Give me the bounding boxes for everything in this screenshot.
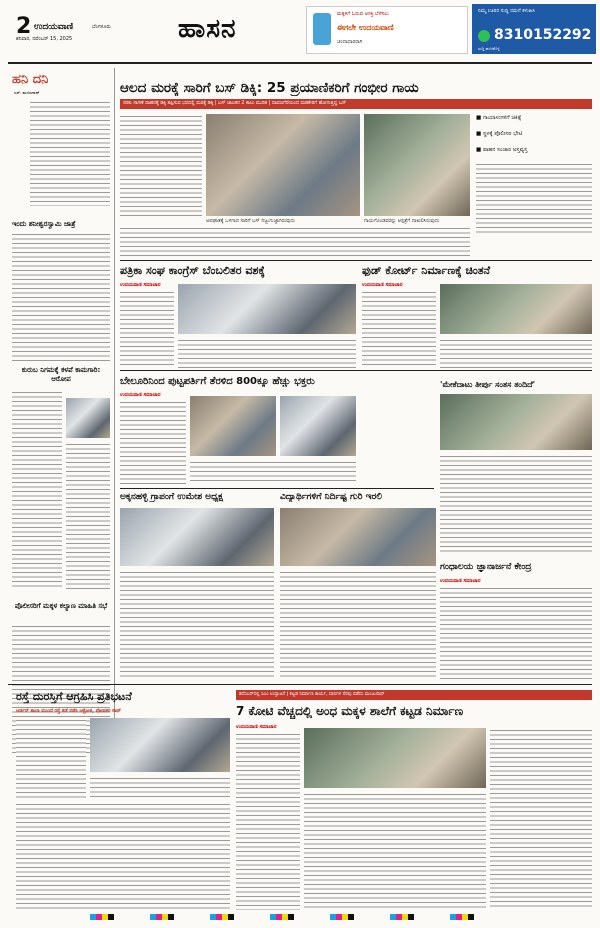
story9-text-3 [490, 728, 592, 910]
story6-photo [280, 508, 436, 566]
phone-icon [313, 13, 331, 45]
lead-text-col1 [120, 114, 202, 216]
story1-headline: ಪತ್ರಿಕಾ ಸಂಘ ಕಾಂಗ್ರೆಸ್ ಬೆಂಬಲಿತರ ವಶಕ್ಕೆ [120, 264, 265, 277]
story5-headline: ಅಕ್ಕನಹಳ್ಳಿ ಗ್ರಾಪಂಗೆ ಉಮೇಶ ಅಧ್ಯಕ್ಷ [120, 492, 224, 502]
story1-text-1 [120, 290, 174, 368]
story2-photo [440, 284, 592, 334]
highlight-item [476, 114, 592, 122]
sidebar-story3-title: ಪೊಲೀಸರಿಗೆ ಮಕ್ಕಳ ಕಲ್ಯಾಣ ಮಾಹಿತಿ ಸಭೆ [14, 602, 108, 610]
story3-dept: ಉದಯವಾಣಿ ಸಮಾಚಾರ [120, 392, 161, 398]
lead-caption-2: ಗಾಯಗೊಂಡವರನ್ನು ಆಸ್ಪತ್ರೆಗೆ ದಾಖಲಿಸಿರುವುದು [364, 218, 440, 224]
story7-text [440, 586, 592, 680]
story8-headline: ರಸ್ತೆ ದುರಸ್ತಿಗೆ ಆಗ್ರಹಿಸಿ ಪ್ರತಿಭಟನೆ [16, 690, 132, 703]
story4-photo [440, 394, 592, 450]
story3-photo-group [280, 396, 356, 456]
bullet-icon: ■ [476, 115, 483, 121]
story2-dept: ಉದಯವಾಣಿ ಸಮಾಚಾರ [362, 282, 403, 288]
story1-text-2 [178, 338, 356, 368]
story9-dept: ಉದಯವಾಣಿ ಸಮಾಚಾರ [236, 724, 277, 730]
story7-dept: ಉದಯವಾಣಿ ಸಮಾಚಾರ [440, 578, 481, 584]
ad2-sub: ಸುದ್ದಿ ಹಂಚಿಕೊಳ್ಳಿ [478, 46, 500, 51]
sidebar-story2-photo [66, 398, 110, 438]
story6-headline: ವಿದ್ಯಾರ್ಥಿಗಳಿಗೆ ನಿರ್ದಿಷ್ಟ ಗುರಿ ಇರಲಿ [280, 492, 382, 502]
story7-headline: ಗಂಧಾಲಯ ಜ್ಞಾನಾರ್ಜನೆ ಕೇಂದ್ರ [440, 562, 532, 572]
section-title: ಹಾಸನ [178, 14, 237, 44]
highlight-text: ವಾಹನ ಸಂಚಾರ ಅಸ್ತವ್ಯಸ್ತ [482, 147, 528, 153]
lead-photo-bus [206, 114, 360, 216]
row3-rule [8, 684, 592, 685]
story3-headline: ಬೇಲೂರಿನಿಂದ ಪುಟ್ಟಪರ್ತಿಗೆ ತೆರಳಿದ 800ಕ್ಕೂ ಹೆಚ್ಚು ಭಕ್ತರು [120, 376, 315, 387]
story3-text [120, 400, 186, 484]
highlight-item [476, 146, 592, 154]
row1-rule [120, 370, 592, 371]
bullet-icon: ■ [476, 147, 483, 153]
masthead-rule [8, 62, 592, 64]
lead-photo-hospital [364, 114, 470, 216]
sidebar-story1-title: ಇಂದು ಶನೀಶ್ವರಸ್ವಾಮಿ ಜಾತ್ರೆ [12, 220, 76, 228]
news-tip-ad [472, 4, 596, 54]
subscription-ad [306, 6, 468, 54]
masthead [0, 0, 600, 62]
whatsapp-icon [478, 30, 490, 42]
story9-kicker-text: ಡಿಸೆಂಬರ್‌ನಲ್ಲಿ ಸಿಎಂ ಉದ್ಘಾಟನೆ | ಕಟ್ಟಡ ನಿರ್ಮಾಣ ಕಾರ್ಯ, ದಾನಿಗಳ ನೆರವು ಪಡೆದು ಮಂಜುನಾಥ್ [239, 692, 385, 697]
story5-photo [120, 508, 274, 566]
story8-text-1 [16, 718, 86, 798]
lead-subhead-text: ಸರಕು ಸಾಗಣೆ ವಾಹನಕ್ಕೆ ಡಿಕ್ಕಿ ತಪ್ಪಿಸುವ ಭರದಲ್ಲಿ ಮರಕ್ಕೆ ಡಿಕ್ಕಿ | ಬಸ್ ಚಾಲಕನ 2 ಕಾಲು ಮುರಿತ | ದಾವಣಗೆರೆಯಿಂದ ಮಡಿಕೇರಿಗೆ ಹೋಗುತ್ತಿದ್ದ ಬಸ್ [123, 101, 347, 106]
row2-rule [120, 488, 434, 489]
ad1-line-2: ಈಗಲೇ ಉದಯವಾಣಿ [337, 23, 394, 32]
sidebar-story2-text [12, 390, 62, 590]
story8-text-2 [90, 776, 230, 798]
sidebar-divider [114, 68, 115, 758]
story8-subhead: ಆರ್ಡರ್ ಶಾಲಾ ಮುಂದೆ ರಸ್ತೆ ತಡೆ ನಡೆಸಿ ಆಕ್ರೋಶ, ಪೋಷಕರ ಸಾಥ್ [16, 709, 121, 714]
story8-photo [90, 718, 230, 772]
sidebar-story2-text-2 [66, 442, 110, 590]
edition: ಬೆಂಗಳೂರು [92, 24, 111, 30]
lead-text-bottom [120, 226, 470, 256]
story2-text-2 [440, 338, 592, 368]
story6-text [280, 570, 436, 680]
sidebar-column-text [30, 100, 110, 206]
ad2-title: ನಿಮ್ಮ ಊರಿನ ಸುದ್ದಿ ನಮಗೆ ಕಳುಹಿಸಿ [478, 8, 535, 14]
story5-text [120, 570, 274, 680]
sidebar-logo: ಹನಿ ದನಿ [12, 72, 49, 87]
ad1-line-3: ಚಂದಾದಾರರಾಗಿ [337, 39, 363, 45]
story3-text-2 [190, 460, 356, 484]
story3-photo-bus [190, 396, 276, 456]
story2-headline: ಫುಡ್ ಕೋರ್ಟ್ ನಿರ್ಮಾಣಕ್ಕೆ ಚಿಂತನೆ [362, 264, 491, 277]
lead-rule [120, 260, 592, 261]
highlight-text: ಗಾಯಾಳುಗಳಿಗೆ ಚಿಕಿತ್ಸೆ [482, 115, 522, 121]
lead-caption-1: ಅಪಘಾತಕ್ಕೆ ಒಳಗಾದ ಸಾರಿಗೆ ಬಸ್ ನಜ್ಜುಗುಜ್ಜಾಗಿರುವುದು [206, 218, 296, 224]
print-registration-marks [90, 914, 510, 920]
page-number: 2 [16, 14, 32, 39]
story1-dept: ಉದಯವಾಣಿ ಸಮಾಚಾರ [120, 282, 161, 288]
story9-text-1 [236, 732, 300, 910]
sidebar-story2-title: ಕುರುಬ ನಿಗಮಕ್ಕೆ ಕಳಪೆ ಕಾಮಗಾರಿ: ಆರೋಪ [21, 366, 101, 383]
story9-photo [304, 728, 486, 788]
story4-text [440, 454, 592, 554]
sidebar-byline: ಎಸ್. ಮಂಜುನಾಥ್ [14, 90, 40, 95]
highlight-item [476, 130, 592, 138]
highlight-text: ಸ್ಥಳಕ್ಕೆ ಪೊಲೀಸರ ಭೇಟಿ [482, 131, 523, 137]
story8-text-3 [16, 802, 230, 910]
story1-photo [178, 284, 356, 334]
issue-date: ಶನಿವಾರ, ನವೆಂಬರ್ 15, 2025 [16, 36, 73, 42]
lead-headline: ಆಲದ ಮರಕ್ಕೆ ಸಾರಿಗೆ ಬಸ್ ಡಿಕ್ಕಿ: 25 ಪ್ರಯಾಣಿಕರಿಗೆ ಗಂಭೀರ ಗಾಯ [120, 80, 419, 96]
highlights-text [476, 162, 592, 236]
lead-highlights [476, 114, 592, 256]
sidebar-story1-text [12, 232, 110, 362]
story9-headline: 7 ಕೋಟಿ ವೆಚ್ಚದಲ್ಲಿ ಅಂಧ ಮಕ್ಕಳ ಶಾಲೆಗೆ ಕಟ್ಟಡ ನಿರ್ಮಾಣ [236, 704, 464, 718]
story9-kicker [236, 690, 592, 700]
bullet-icon: ■ [476, 131, 483, 137]
ad1-line-1: ಮಕ್ಕಳಿಗೆ ಓದುವ ಆಸಕ್ತಿ ಬೆಳೆಸಲು [337, 11, 390, 17]
story9-text-2 [304, 792, 486, 910]
story4-headline: 'ಮೇಕೆದಾಟು ತೀರ್ಪು ಸಂತಸ ತಂದಿದೆ' [440, 380, 536, 389]
lead-subhead [120, 99, 592, 109]
ad2-phone: 8310152292 [494, 27, 592, 43]
story2-text-1 [362, 290, 436, 368]
paper-name: ಉದಯವಾಣಿ [34, 22, 74, 32]
sidebar [8, 68, 112, 758]
